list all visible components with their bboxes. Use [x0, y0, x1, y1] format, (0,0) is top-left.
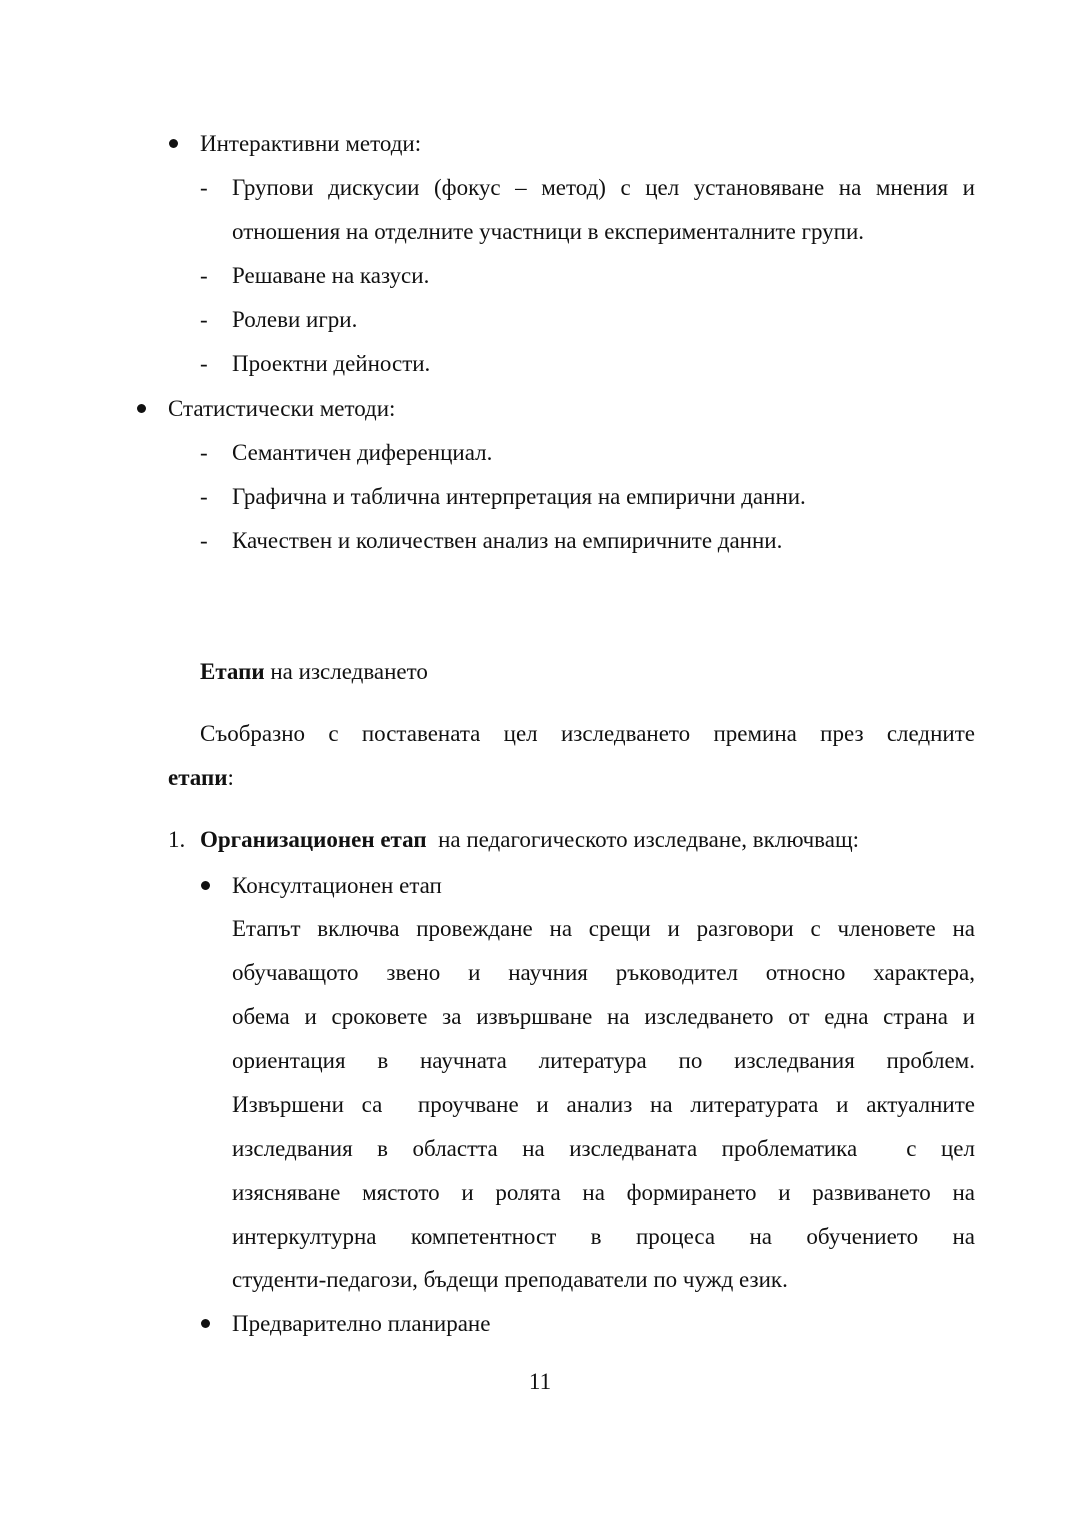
list-item-case-solving: Решаване на казуси. [232, 263, 430, 288]
consultation-paragraph-line: Етапът включва провеждане на срещи и разговори с членовете на [232, 916, 975, 941]
bullet-icon [201, 1319, 210, 1328]
dash-icon: - [200, 351, 208, 376]
list-item-group-discussions: Групови дискусии (фокус – метод) с цел установяване на мнения и [232, 175, 975, 200]
dash-icon: - [200, 440, 208, 465]
bullet-icon [169, 139, 178, 148]
organizational-stage-heading: Организационен етап на педагогическото изследване, включващ: [200, 827, 860, 852]
consultation-stage-heading: Консултационен етап [232, 873, 442, 898]
page-number: 11 [528, 1369, 552, 1394]
dash-icon: - [200, 263, 208, 288]
dash-icon: - [200, 307, 208, 332]
interactive-methods-heading: Интерактивни методи: [200, 131, 422, 156]
consultation-paragraph-line: интеркултурна компетентност в процеса на обучението на [232, 1224, 975, 1249]
dash-icon: - [200, 484, 208, 509]
bullet-icon [137, 404, 146, 413]
dash-icon: - [200, 528, 208, 553]
consultation-paragraph-line: Извършени са проучване и анализ на литературата и актуалните [232, 1092, 975, 1117]
dash-icon: - [200, 175, 208, 200]
consultation-paragraph-line: обучаващото звено и научния ръководител относно характера, [232, 960, 975, 985]
consultation-paragraph-line: обема и сроковете за извършване на изследването от една страна и [232, 1004, 975, 1029]
list-item-semantic-differential: Семантичен диференциал. [232, 440, 493, 465]
preliminary-planning-heading: Предварително планиране [232, 1311, 491, 1336]
bullet-icon [201, 881, 210, 890]
consultation-paragraph-line: изследвания в областта на изследваната проблематика с цел [232, 1136, 975, 1161]
list-item-project-activities: Проектни дейности. [232, 351, 431, 376]
list-item-role-games: Ролеви игри. [232, 307, 358, 332]
consultation-paragraph-last-line: студенти-педагози, бъдещи преподаватели по чужд език. [232, 1267, 788, 1292]
list-item-graphic-interpretation: Графична и таблична интерпретация на емпирични данни. [232, 484, 806, 509]
consultation-paragraph-line: изясняване мястото и ролята на формирането и развиването на [232, 1180, 975, 1205]
consultation-paragraph-line: ориентация в научната литература по изследвания проблем. [232, 1048, 975, 1073]
stages-intro: Съобразно с поставената цел изследването премина през следните [200, 721, 975, 746]
list-item-qualitative-analysis: Качествен и количествен анализ на емпиричните данни. [232, 528, 783, 553]
stages-intro-end: етапи: [168, 765, 234, 790]
statistical-methods-heading: Статистически методи: [168, 396, 396, 421]
list-number: 1. [168, 827, 186, 852]
stages-heading: Етапи на изследването [200, 659, 428, 684]
list-item-group-discussions-cont: отношения на отделните участници в експерименталните групи. [232, 219, 865, 244]
